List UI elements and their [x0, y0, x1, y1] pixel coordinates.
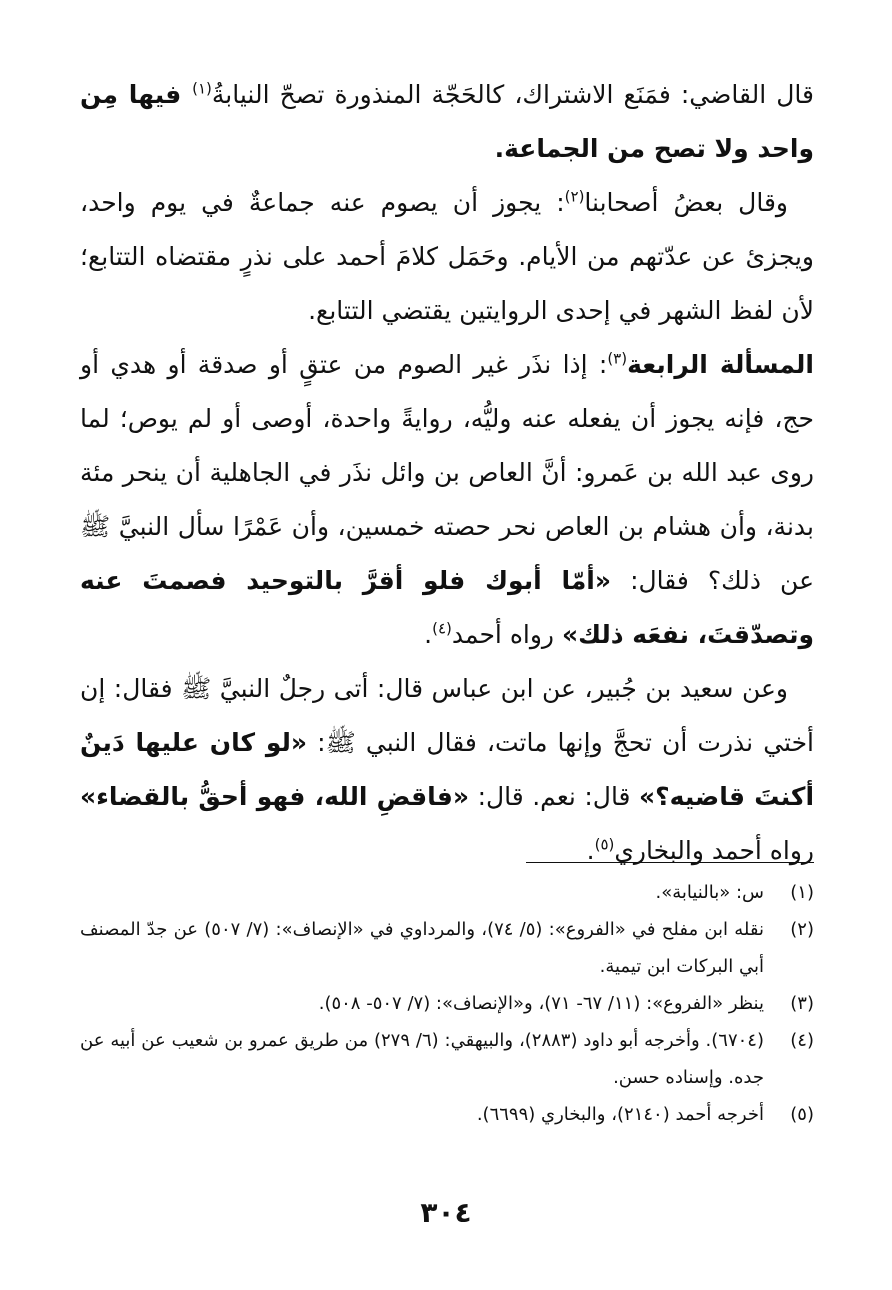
footnote-text: ينظر «الفروع»: (١١/ ٦٧- ٧١)، و«الإنصاف»: (٧/ ٥٠٧- ٥٠٨). — [318, 993, 764, 1014]
p4-end: . — [586, 836, 595, 865]
hadith-quote-3: «فاقضِ الله، فهو أحقُّ بالقضاء» — [80, 782, 470, 811]
footnote-2 — [80, 911, 814, 985]
note-ref-1[interactable]: (١) — [192, 79, 212, 98]
paragraph-1 — [80, 68, 814, 176]
p4-text-2: قال: نعم. قال: — [469, 782, 640, 811]
paragraph-3 — [80, 338, 814, 662]
main-text — [80, 68, 814, 878]
footnote-text: س: «بالنيابة». — [655, 882, 764, 903]
footnote-5 — [80, 1096, 814, 1133]
issue-heading: المسألة الرابعة — [627, 350, 814, 379]
footnote-number: (٥) — [790, 1104, 814, 1125]
note-ref-2[interactable]: (٢) — [564, 187, 585, 206]
p3-text-2: رواه أحمد — [451, 620, 562, 649]
footnote-number: (٤) — [790, 1030, 814, 1051]
footnote-3 — [80, 985, 814, 1022]
footnotes — [80, 874, 814, 1133]
note-ref-4[interactable]: (٤) — [432, 619, 452, 638]
hadith-quote-2: «لو كان عليها دَينٌ أكنتَ قاضيه؟» — [80, 728, 815, 811]
p4-text-1: وعن سعيد بن جُبير، عن ابن عباس قال: أتى رجلٌ النبيَّ ﷺ فقال: إن أختي نذرت أن تحجَّ وإنها ماتت، فقال النبي ﷺ: — [80, 674, 814, 757]
paragraph-2 — [80, 176, 814, 338]
p1-lead: قال القاضي: فمَنَع الاشتراك، كالحَجّة المنذورة تصحّ النيابةُ — [211, 80, 815, 109]
note-ref-5[interactable]: (٥) — [594, 835, 615, 854]
footnote-1 — [80, 874, 814, 911]
footnote-4 — [80, 1022, 814, 1096]
footnote-separator — [526, 862, 814, 863]
note-ref-3[interactable]: (٣) — [607, 349, 628, 368]
p4-text-3: رواه أحمد والبخاري — [614, 836, 814, 865]
footnote-text: أخرجه أحمد (٢١٤٠)، والبخاري (٦٦٩٩). — [476, 1104, 764, 1125]
p2-tail: : يجوز أن يصوم عنه جماعةٌ في يوم واحد، ويجزئ عن عدّتهم من الأيام. وحَمَل كلامَ أحمد على نذرٍ مقتضاه التتابع؛ لأن لفظ الشهر في إحدى الروايتين يقتضي التتابع. — [80, 188, 814, 325]
page-number: ٣٠٤ — [420, 1196, 472, 1229]
footnote-text: نقله ابن مفلح في «الفروع»: (٥/ ٧٤)، والمرداوي في «الإنصاف»: (٧/ ٥٠٧) عن جدّ المصنف أبي البركات ابن تيمية. — [80, 919, 764, 977]
p2-lead: وقال بعضُ أصحابنا — [584, 188, 788, 217]
footnote-number: (٣) — [790, 993, 814, 1014]
p3-text-1: : إذا نذَر غير الصوم من عتقٍ أو صدقة أو هدي أو حج، فإنه يجوز أن يفعله عنه وليُّه، روايةً واحدة، أوصى أو لم يوص؛ لما روى عبد الله بن عَمرو: أنَّ العاص بن وائل نذَر في الجاهلية أن ينحر مئة بدنة، وأن هشام بن العاص نحر حصته خمسين، وأن عَمْرًا سأل النبيَّ ﷺ عن ذلك؟ فقال: — [80, 350, 814, 595]
footnote-number: (١) — [790, 882, 814, 903]
footnote-number: (٢) — [790, 919, 814, 940]
p1-bold: فيها مِن واحد ولا تصح من الجماعة. — [80, 80, 814, 163]
paragraph-4 — [80, 662, 814, 878]
hadith-quote-1: «أمّا أبوك فلو أقرَّ بالتوحيد فصمتَ عنه وتصدّقتَ، نفعَه ذلك» — [80, 566, 814, 649]
p3-end: . — [424, 620, 433, 649]
footnote-text: (٦٧٠٤). وأخرجه أبو داود (٢٨٨٣)، والبيهقي: (٦/ ٢٧٩) من طريق عمرو بن شعيب عن أبيه عن جده. وإسناده حسن. — [80, 1030, 764, 1088]
